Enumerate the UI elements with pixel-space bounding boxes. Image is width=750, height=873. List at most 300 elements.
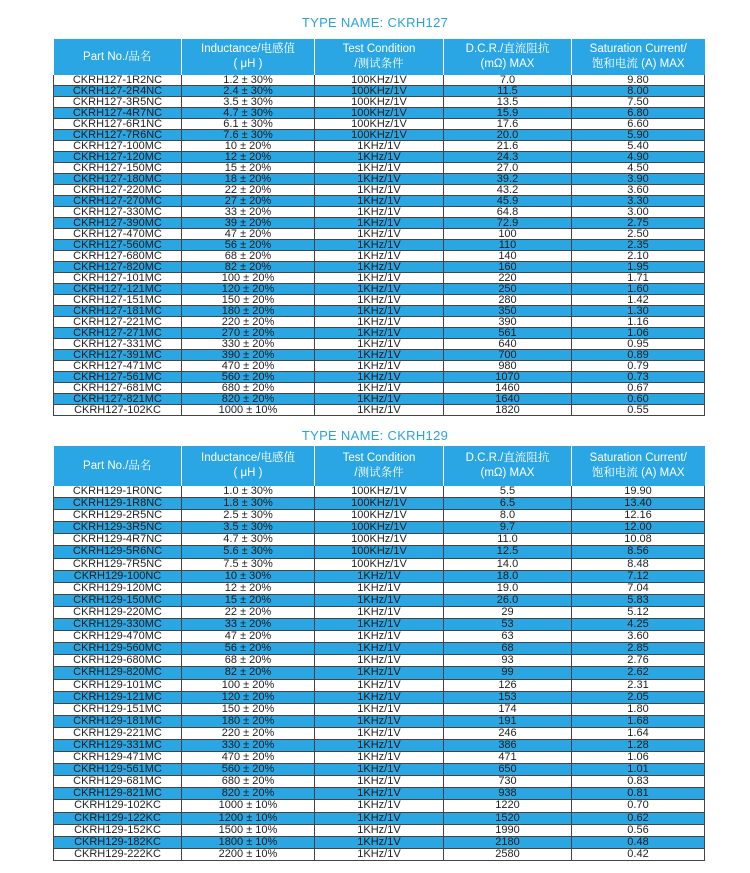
- cell-saturation-current: 5.40: [572, 141, 705, 152]
- cell-test-condition: 1KHz/1V: [315, 739, 444, 751]
- cell-inductance: 330 ± 20%: [182, 339, 315, 350]
- cell-inductance: 680 ± 20%: [182, 776, 315, 788]
- cell-test-condition: 1KHz/1V: [315, 824, 444, 836]
- cell-part-no: CKRH127-470MC: [54, 229, 182, 240]
- cell-part-no: CKRH127-3R5NC: [54, 97, 182, 108]
- cell-saturation-current: 2.76: [572, 655, 705, 667]
- cell-dcr: 1990: [444, 824, 572, 836]
- column-header-dcr: D.C.R./直流阻抗 (mΩ) MAX: [444, 446, 572, 486]
- column-header-dcr: D.C.R./直流阻抗 (mΩ) MAX: [444, 39, 572, 75]
- cell-saturation-current: 12.00: [572, 522, 705, 534]
- cell-inductance: 82 ± 20%: [182, 667, 315, 679]
- table-row: [54, 273, 705, 284]
- cell-saturation-current: 0.67: [572, 383, 705, 394]
- cell-dcr: 6.5: [444, 498, 572, 510]
- cell-saturation-current: 1.60: [572, 284, 705, 295]
- cell-saturation-current: 7.04: [572, 582, 705, 594]
- table-row: [54, 185, 705, 196]
- table-row: [54, 643, 705, 655]
- cell-test-condition: 1KHz/1V: [315, 141, 444, 152]
- table-row: [54, 776, 705, 788]
- cell-dcr: 68: [444, 643, 572, 655]
- table-row: [54, 606, 705, 618]
- cell-part-no: CKRH129-4R7NC: [54, 534, 182, 546]
- cell-test-condition: 100KHz/1V: [315, 522, 444, 534]
- cell-part-no: CKRH129-152KC: [54, 824, 182, 836]
- table-row: [54, 498, 705, 510]
- table-row: [54, 339, 705, 350]
- cell-inductance: 1.0 ± 30%: [182, 486, 315, 498]
- table-row: [54, 812, 705, 824]
- table-header-row: [54, 39, 705, 75]
- table-row: [54, 306, 705, 317]
- column-header-inductance: Inductance/电感值 ( μH ): [182, 446, 315, 486]
- cell-dcr: 99: [444, 667, 572, 679]
- cell-saturation-current: 1.06: [572, 752, 705, 764]
- cell-saturation-current: 2.50: [572, 229, 705, 240]
- cell-inductance: 12 ± 20%: [182, 152, 315, 163]
- cell-test-condition: 100KHz/1V: [315, 486, 444, 498]
- cell-saturation-current: 0.48: [572, 836, 705, 848]
- column-header-test-condition: Test Condition /测试条件: [315, 446, 444, 486]
- table-row: [54, 510, 705, 522]
- cell-inductance: 470 ± 20%: [182, 361, 315, 372]
- table-row: [54, 75, 705, 86]
- table-row: [54, 207, 705, 218]
- cell-test-condition: 100KHz/1V: [315, 97, 444, 108]
- table-row: [54, 251, 705, 262]
- cell-dcr: 250: [444, 284, 572, 295]
- table-row: [54, 522, 705, 534]
- cell-saturation-current: 1.16: [572, 317, 705, 328]
- cell-dcr: 2580: [444, 848, 572, 860]
- table-row: [54, 240, 705, 251]
- cell-test-condition: 1KHz/1V: [315, 405, 444, 416]
- cell-inductance: 12 ± 20%: [182, 582, 315, 594]
- cell-dcr: 110: [444, 240, 572, 251]
- cell-test-condition: 100KHz/1V: [315, 130, 444, 141]
- cell-inductance: 4.7 ± 30%: [182, 108, 315, 119]
- cell-part-no: CKRH127-120MC: [54, 152, 182, 163]
- cell-inductance: 220 ± 20%: [182, 727, 315, 739]
- cell-test-condition: 1KHz/1V: [315, 207, 444, 218]
- cell-inductance: 330 ± 20%: [182, 739, 315, 751]
- cell-dcr: 64.8: [444, 207, 572, 218]
- cell-dcr: 700: [444, 350, 572, 361]
- cell-dcr: 1460: [444, 383, 572, 394]
- cell-test-condition: 1KHz/1V: [315, 163, 444, 174]
- cell-inductance: 56 ± 20%: [182, 240, 315, 251]
- column-header-part-no: Part No./品名: [54, 446, 182, 486]
- cell-part-no: CKRH129-182KC: [54, 836, 182, 848]
- cell-part-no: CKRH129-560MC: [54, 643, 182, 655]
- cell-saturation-current: 12.16: [572, 510, 705, 522]
- cell-dcr: 980: [444, 361, 572, 372]
- cell-inductance: 10 ± 20%: [182, 141, 315, 152]
- cell-inductance: 82 ± 20%: [182, 262, 315, 273]
- cell-test-condition: 100KHz/1V: [315, 510, 444, 522]
- cell-test-condition: 1KHz/1V: [315, 218, 444, 229]
- cell-saturation-current: 0.81: [572, 788, 705, 800]
- column-header-part-no: Part No./品名: [54, 39, 182, 75]
- cell-part-no: CKRH129-331MC: [54, 739, 182, 751]
- cell-test-condition: 1KHz/1V: [315, 372, 444, 383]
- cell-test-condition: 1KHz/1V: [315, 800, 444, 812]
- cell-inductance: 1.2 ± 30%: [182, 75, 315, 86]
- cell-test-condition: 100KHz/1V: [315, 75, 444, 86]
- cell-dcr: 174: [444, 703, 572, 715]
- cell-saturation-current: 6.60: [572, 119, 705, 130]
- table-row: [54, 752, 705, 764]
- cell-dcr: 350: [444, 306, 572, 317]
- cell-part-no: CKRH127-820MC: [54, 262, 182, 273]
- table-row: [54, 361, 705, 372]
- cell-saturation-current: 8.56: [572, 546, 705, 558]
- table-row: [54, 679, 705, 691]
- table-row: [54, 218, 705, 229]
- cell-inductance: 22 ± 20%: [182, 606, 315, 618]
- cell-part-no: CKRH127-1R2NC: [54, 75, 182, 86]
- cell-saturation-current: 13.40: [572, 498, 705, 510]
- cell-saturation-current: 5.90: [572, 130, 705, 141]
- cell-test-condition: 1KHz/1V: [315, 727, 444, 739]
- cell-dcr: 72.9: [444, 218, 572, 229]
- cell-part-no: CKRH127-330MC: [54, 207, 182, 218]
- cell-saturation-current: 3.90: [572, 174, 705, 185]
- cell-saturation-current: 0.60: [572, 394, 705, 405]
- cell-dcr: 13.5: [444, 97, 572, 108]
- cell-dcr: 29: [444, 606, 572, 618]
- cell-saturation-current: 0.95: [572, 339, 705, 350]
- section-title-ckrh127: TYPE NAME: CKRH127: [301, 15, 449, 30]
- cell-inductance: 180 ± 20%: [182, 715, 315, 727]
- cell-dcr: 19.0: [444, 582, 572, 594]
- cell-part-no: CKRH127-391MC: [54, 350, 182, 361]
- cell-dcr: 43.2: [444, 185, 572, 196]
- cell-part-no: CKRH129-1R8NC: [54, 498, 182, 510]
- cell-saturation-current: 2.85: [572, 643, 705, 655]
- table-row: [54, 119, 705, 130]
- table-row: [54, 86, 705, 97]
- cell-inductance: 150 ± 20%: [182, 295, 315, 306]
- table-row: [54, 372, 705, 383]
- cell-dcr: 18.0: [444, 570, 572, 582]
- section-title-ckrh129: TYPE NAME: CKRH129: [301, 428, 449, 443]
- cell-test-condition: 1KHz/1V: [315, 196, 444, 207]
- table-row: [54, 727, 705, 739]
- cell-part-no: CKRH129-121MC: [54, 691, 182, 703]
- cell-dcr: 1520: [444, 812, 572, 824]
- cell-test-condition: 1KHz/1V: [315, 306, 444, 317]
- cell-saturation-current: 4.90: [572, 152, 705, 163]
- cell-saturation-current: 1.71: [572, 273, 705, 284]
- cell-test-condition: 1KHz/1V: [315, 339, 444, 350]
- cell-part-no: CKRH129-122KC: [54, 812, 182, 824]
- cell-inductance: 180 ± 20%: [182, 306, 315, 317]
- table-row: [54, 284, 705, 295]
- cell-inductance: 5.6 ± 30%: [182, 546, 315, 558]
- cell-test-condition: 1KHz/1V: [315, 152, 444, 163]
- cell-inductance: 100 ± 20%: [182, 273, 315, 284]
- table-row: [54, 383, 705, 394]
- cell-saturation-current: 9.80: [572, 75, 705, 86]
- cell-dcr: 938: [444, 788, 572, 800]
- cell-part-no: CKRH127-390MC: [54, 218, 182, 229]
- cell-test-condition: 1KHz/1V: [315, 715, 444, 727]
- cell-part-no: CKRH127-151MC: [54, 295, 182, 306]
- cell-inductance: 68 ± 20%: [182, 655, 315, 667]
- cell-part-no: CKRH129-101MC: [54, 679, 182, 691]
- table-row: [54, 691, 705, 703]
- table-row: [54, 174, 705, 185]
- cell-part-no: CKRH129-220MC: [54, 606, 182, 618]
- cell-test-condition: 100KHz/1V: [315, 546, 444, 558]
- cell-dcr: 471: [444, 752, 572, 764]
- cell-part-no: CKRH127-150MC: [54, 163, 182, 174]
- cell-inductance: 47 ± 20%: [182, 631, 315, 643]
- table-row: [54, 715, 705, 727]
- cell-dcr: 20.0: [444, 130, 572, 141]
- cell-part-no: CKRH127-821MC: [54, 394, 182, 405]
- cell-saturation-current: 1.64: [572, 727, 705, 739]
- cell-inductance: 7.5 ± 30%: [182, 558, 315, 570]
- cell-saturation-current: 1.30: [572, 306, 705, 317]
- cell-saturation-current: 1.42: [572, 295, 705, 306]
- cell-dcr: 280: [444, 295, 572, 306]
- cell-saturation-current: 0.70: [572, 800, 705, 812]
- table-row: [54, 163, 705, 174]
- cell-inductance: 220 ± 20%: [182, 317, 315, 328]
- cell-inductance: 150 ± 20%: [182, 703, 315, 715]
- table-row: [54, 594, 705, 606]
- table-row: [54, 788, 705, 800]
- table-row: [54, 350, 705, 361]
- cell-saturation-current: 1.28: [572, 739, 705, 751]
- table-row: [54, 619, 705, 631]
- cell-saturation-current: 1.95: [572, 262, 705, 273]
- cell-dcr: 730: [444, 776, 572, 788]
- cell-saturation-current: 8.00: [572, 86, 705, 97]
- column-header-test-condition: Test Condition /测试条件: [315, 39, 444, 75]
- cell-part-no: CKRH129-120MC: [54, 582, 182, 594]
- cell-inductance: 470 ± 20%: [182, 752, 315, 764]
- cell-part-no: CKRH129-681MC: [54, 776, 182, 788]
- cell-test-condition: 1KHz/1V: [315, 764, 444, 776]
- cell-dcr: 21.6: [444, 141, 572, 152]
- cell-part-no: CKRH127-270MC: [54, 196, 182, 207]
- cell-dcr: 1220: [444, 800, 572, 812]
- cell-part-no: CKRH129-5R6NC: [54, 546, 182, 558]
- cell-dcr: 11.0: [444, 534, 572, 546]
- cell-inductance: 15 ± 20%: [182, 163, 315, 174]
- cell-inductance: 560 ± 20%: [182, 764, 315, 776]
- cell-saturation-current: 4.25: [572, 619, 705, 631]
- cell-part-no: CKRH129-181MC: [54, 715, 182, 727]
- cell-saturation-current: 0.79: [572, 361, 705, 372]
- cell-test-condition: 1KHz/1V: [315, 383, 444, 394]
- table-row: [54, 703, 705, 715]
- cell-part-no: CKRH129-150MC: [54, 594, 182, 606]
- cell-inductance: 7.6 ± 30%: [182, 130, 315, 141]
- cell-inductance: 33 ± 20%: [182, 207, 315, 218]
- cell-dcr: 1070: [444, 372, 572, 383]
- cell-dcr: 650: [444, 764, 572, 776]
- cell-test-condition: 1KHz/1V: [315, 174, 444, 185]
- cell-dcr: 45.9: [444, 196, 572, 207]
- cell-test-condition: 1KHz/1V: [315, 788, 444, 800]
- cell-dcr: 12.5: [444, 546, 572, 558]
- cell-saturation-current: 2.75: [572, 218, 705, 229]
- table-row: [54, 546, 705, 558]
- cell-test-condition: 100KHz/1V: [315, 86, 444, 97]
- cell-inductance: 1000 ± 10%: [182, 405, 315, 416]
- cell-test-condition: 1KHz/1V: [315, 251, 444, 262]
- column-header-saturation-current: Saturation Current/ 饱和电流 (A) MAX: [572, 39, 705, 75]
- cell-part-no: CKRH127-561MC: [54, 372, 182, 383]
- cell-inductance: 6.1 ± 30%: [182, 119, 315, 130]
- cell-saturation-current: 2.05: [572, 691, 705, 703]
- cell-dcr: 27.0: [444, 163, 572, 174]
- cell-part-no: CKRH127-220MC: [54, 185, 182, 196]
- cell-inductance: 560 ± 20%: [182, 372, 315, 383]
- cell-inductance: 47 ± 20%: [182, 229, 315, 240]
- cell-dcr: 15.9: [444, 108, 572, 119]
- cell-part-no: CKRH127-102KC: [54, 405, 182, 416]
- table-row: [54, 836, 705, 848]
- cell-inductance: 56 ± 20%: [182, 643, 315, 655]
- cell-part-no: CKRH127-271MC: [54, 328, 182, 339]
- cell-test-condition: 100KHz/1V: [315, 498, 444, 510]
- cell-test-condition: 1KHz/1V: [315, 317, 444, 328]
- cell-test-condition: 1KHz/1V: [315, 848, 444, 860]
- table-row: [54, 328, 705, 339]
- cell-saturation-current: 0.73: [572, 372, 705, 383]
- cell-test-condition: 100KHz/1V: [315, 558, 444, 570]
- cell-inductance: 2.4 ± 30%: [182, 86, 315, 97]
- cell-part-no: CKRH129-1R0NC: [54, 486, 182, 498]
- table-row: [54, 152, 705, 163]
- cell-test-condition: 100KHz/1V: [315, 119, 444, 130]
- table-row: [54, 229, 705, 240]
- cell-dcr: 26.0: [444, 594, 572, 606]
- cell-dcr: 153: [444, 691, 572, 703]
- cell-dcr: 220: [444, 273, 572, 284]
- cell-test-condition: 1KHz/1V: [315, 691, 444, 703]
- cell-inductance: 270 ± 20%: [182, 328, 315, 339]
- cell-test-condition: 1KHz/1V: [315, 631, 444, 643]
- cell-saturation-current: 7.50: [572, 97, 705, 108]
- table-row: [54, 317, 705, 328]
- cell-test-condition: 1KHz/1V: [315, 606, 444, 618]
- cell-inductance: 33 ± 20%: [182, 619, 315, 631]
- cell-dcr: 5.5: [444, 486, 572, 498]
- cell-saturation-current: 2.31: [572, 679, 705, 691]
- cell-inductance: 39 ± 20%: [182, 218, 315, 229]
- cell-inductance: 68 ± 20%: [182, 251, 315, 262]
- table-row: [54, 582, 705, 594]
- cell-part-no: CKRH129-470MC: [54, 631, 182, 643]
- cell-test-condition: 1KHz/1V: [315, 240, 444, 251]
- cell-part-no: CKRH127-331MC: [54, 339, 182, 350]
- cell-inductance: 4.7 ± 30%: [182, 534, 315, 546]
- cell-part-no: CKRH127-560MC: [54, 240, 182, 251]
- cell-saturation-current: 3.00: [572, 207, 705, 218]
- cell-saturation-current: 5.12: [572, 606, 705, 618]
- cell-part-no: CKRH129-7R5NC: [54, 558, 182, 570]
- cell-saturation-current: 1.68: [572, 715, 705, 727]
- cell-test-condition: 100KHz/1V: [315, 534, 444, 546]
- cell-dcr: 191: [444, 715, 572, 727]
- cell-part-no: CKRH129-820MC: [54, 667, 182, 679]
- cell-part-no: CKRH127-221MC: [54, 317, 182, 328]
- cell-test-condition: 1KHz/1V: [315, 679, 444, 691]
- table-row: [54, 558, 705, 570]
- cell-inductance: 390 ± 20%: [182, 350, 315, 361]
- cell-test-condition: 1KHz/1V: [315, 619, 444, 631]
- cell-saturation-current: 5.83: [572, 594, 705, 606]
- table-row: [54, 262, 705, 273]
- cell-inductance: 15 ± 20%: [182, 594, 315, 606]
- cell-dcr: 24.3: [444, 152, 572, 163]
- cell-saturation-current: 2.62: [572, 667, 705, 679]
- cell-part-no: CKRH129-561MC: [54, 764, 182, 776]
- cell-saturation-current: 2.10: [572, 251, 705, 262]
- table-row: [54, 534, 705, 546]
- cell-dcr: 640: [444, 339, 572, 350]
- cell-part-no: CKRH127-100MC: [54, 141, 182, 152]
- cell-part-no: CKRH129-222KC: [54, 848, 182, 860]
- cell-dcr: 9.7: [444, 522, 572, 534]
- table-row: [54, 295, 705, 306]
- cell-part-no: CKRH127-180MC: [54, 174, 182, 185]
- cell-saturation-current: 0.55: [572, 405, 705, 416]
- cell-test-condition: 1KHz/1V: [315, 185, 444, 196]
- column-header-inductance: Inductance/电感值 ( μH ): [182, 39, 315, 75]
- cell-dcr: 1640: [444, 394, 572, 405]
- cell-inductance: 2.5 ± 30%: [182, 510, 315, 522]
- cell-saturation-current: 1.06: [572, 328, 705, 339]
- table-row: [54, 141, 705, 152]
- cell-inductance: 18 ± 20%: [182, 174, 315, 185]
- cell-saturation-current: 6.80: [572, 108, 705, 119]
- cell-part-no: CKRH127-471MC: [54, 361, 182, 372]
- cell-inductance: 3.5 ± 30%: [182, 97, 315, 108]
- cell-part-no: CKRH129-3R5NC: [54, 522, 182, 534]
- cell-dcr: 11.5: [444, 86, 572, 97]
- cell-dcr: 93: [444, 655, 572, 667]
- page-bottom-mask: [0, 868, 750, 873]
- cell-part-no: CKRH129-100NC: [54, 570, 182, 582]
- cell-dcr: 53: [444, 619, 572, 631]
- cell-part-no: CKRH129-330MC: [54, 619, 182, 631]
- cell-inductance: 680 ± 20%: [182, 383, 315, 394]
- cell-part-no: CKRH127-2R4NC: [54, 86, 182, 97]
- cell-saturation-current: 10.08: [572, 534, 705, 546]
- table-row: [54, 130, 705, 141]
- cell-test-condition: 1KHz/1V: [315, 229, 444, 240]
- cell-part-no: CKRH127-7R6NC: [54, 130, 182, 141]
- cell-dcr: 140: [444, 251, 572, 262]
- cell-dcr: 126: [444, 679, 572, 691]
- cell-test-condition: 1KHz/1V: [315, 295, 444, 306]
- cell-saturation-current: 2.35: [572, 240, 705, 251]
- table-row: [54, 848, 705, 860]
- cell-test-condition: 1KHz/1V: [315, 273, 444, 284]
- cell-inductance: 1000 ± 10%: [182, 800, 315, 812]
- cell-test-condition: 1KHz/1V: [315, 570, 444, 582]
- cell-dcr: 386: [444, 739, 572, 751]
- cell-dcr: 160: [444, 262, 572, 273]
